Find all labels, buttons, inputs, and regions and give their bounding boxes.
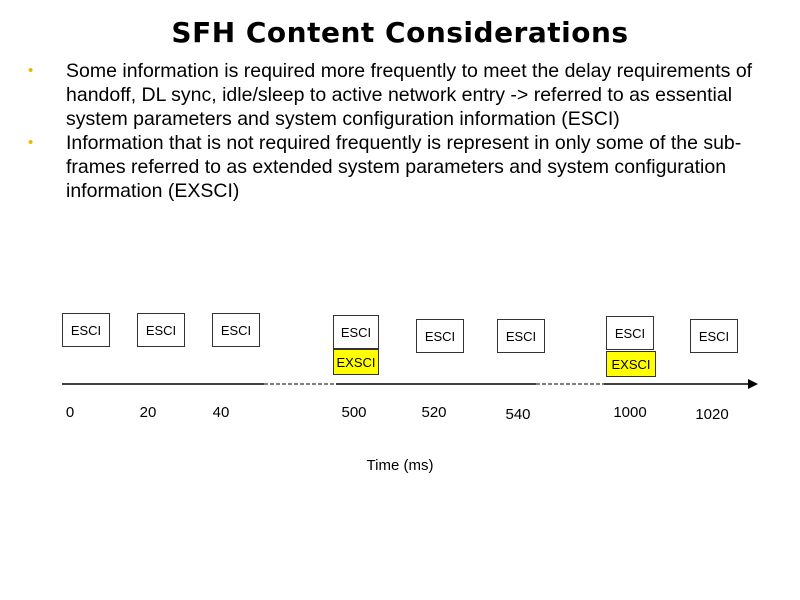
tick-label: 520: [421, 404, 447, 421]
axis-label: Time (ms): [366, 457, 434, 474]
bullet-text: Information that is not required frequently is represent in only some of the sub-frames referred to as extended system parameters and system configuration information (EXSCI): [66, 132, 742, 202]
esci-box: ESCI: [690, 319, 738, 353]
tick-label: 1020: [695, 406, 729, 423]
timeline-arrowhead-icon: [748, 379, 758, 389]
esci-box: ESCI: [212, 313, 260, 347]
tick-label: 20: [139, 404, 157, 421]
esci-box: ESCI: [416, 319, 464, 353]
esci-box: ESCI: [137, 313, 185, 347]
tick-label: 1000: [613, 404, 647, 421]
esci-box: ESCI: [606, 316, 654, 350]
bullet-text: Some information is required more frequently to meet the delay requirements of handoff, DL sync, idle/sleep to active network entry -> referred to as essential system parameters and system configuration information (ESCI): [66, 60, 753, 130]
tick-label: 500: [341, 404, 367, 421]
bullet-dot-icon: •: [28, 62, 34, 79]
esci-box: ESCI: [333, 315, 379, 349]
tick-label: 40: [212, 404, 230, 421]
tick-label: 0: [65, 404, 75, 421]
slide-title: SFH Content Considerations: [171, 16, 629, 49]
esci-box: ESCI: [497, 319, 545, 353]
exsci-box: EXSCI: [333, 349, 379, 375]
bullet-dot-icon: •: [28, 134, 34, 151]
tick-label: 540: [505, 406, 531, 423]
esci-box: ESCI: [62, 313, 110, 347]
exsci-box: EXSCI: [606, 351, 656, 377]
